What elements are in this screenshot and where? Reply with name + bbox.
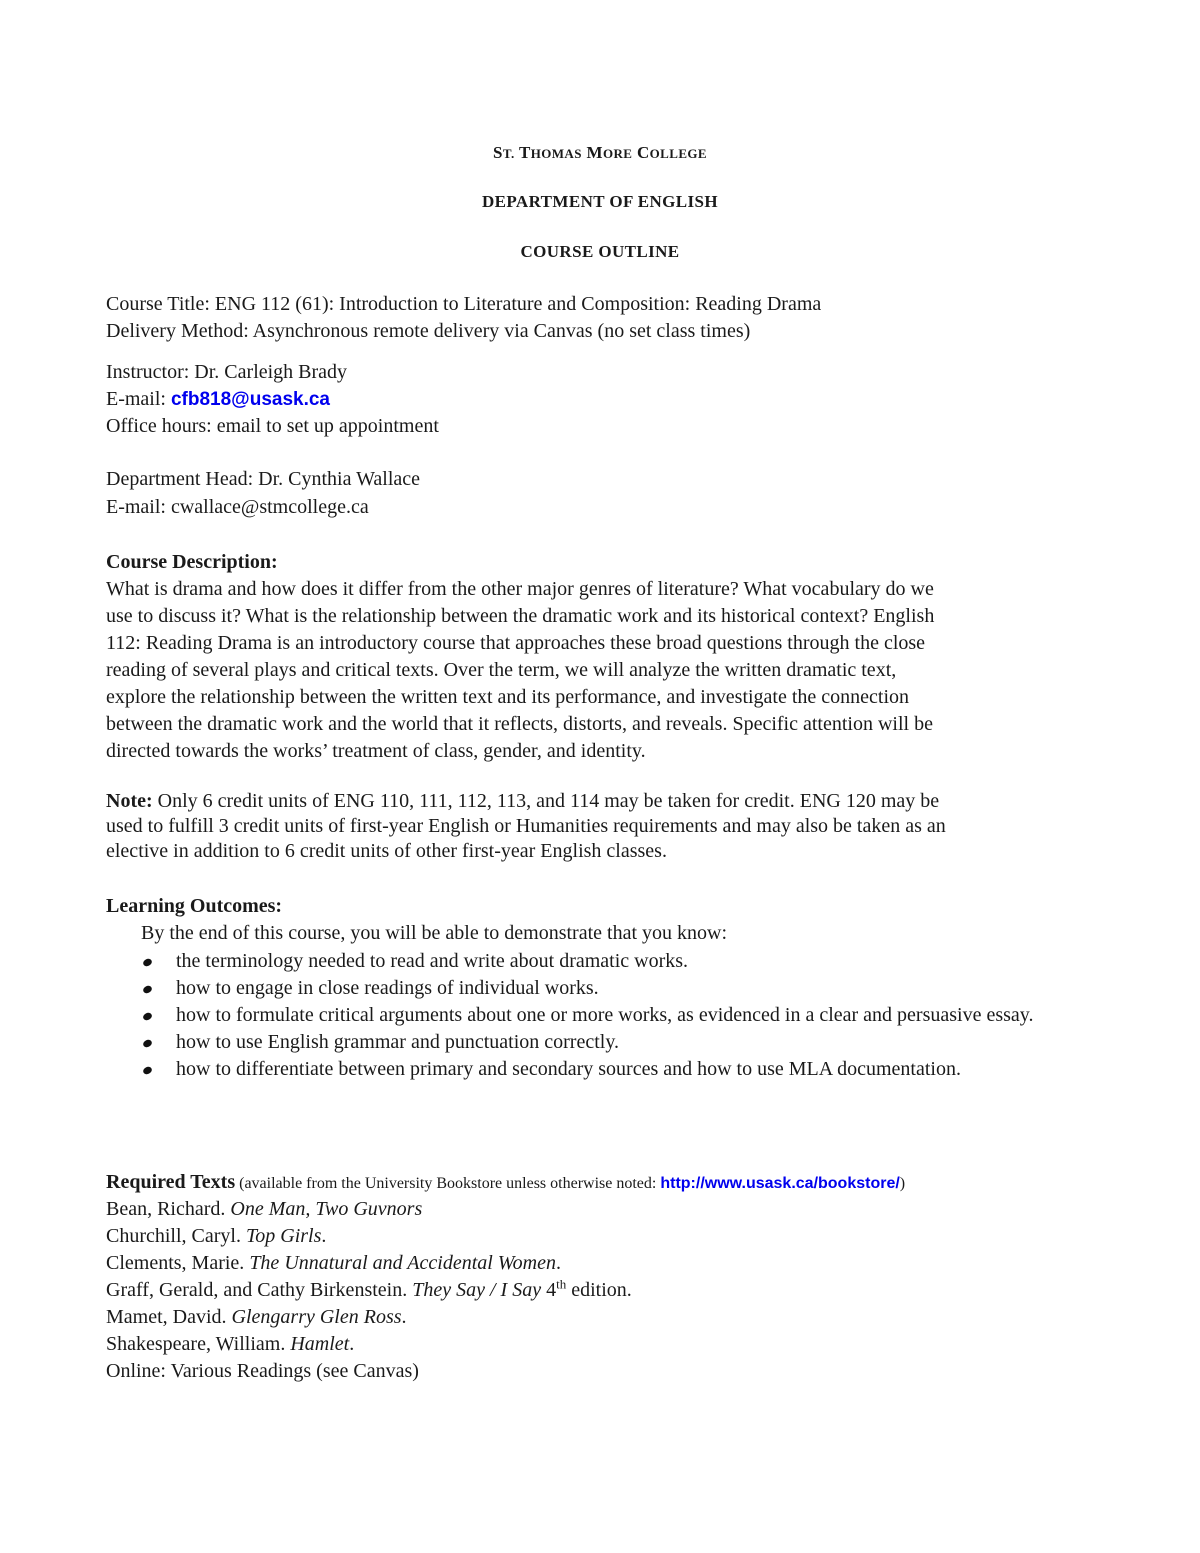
list-item — [106, 1223, 632, 1250]
description-line: between the dramatic work and the world that it reflects, distorts, and reveals. Specific attention will be — [106, 713, 933, 735]
document-type-heading: COURSE OUTLINE — [520, 242, 680, 261]
text-author: Bean, Richard. — [106, 1198, 231, 1220]
college-rest-thomas: HOMAS — [530, 146, 582, 161]
text-title: Top Girls — [245, 1225, 322, 1247]
list-item — [141, 975, 1041, 1002]
text-suffix: . — [349, 1333, 355, 1355]
note-line — [106, 789, 1096, 814]
department-head-name: Department Head: Dr. Cynthia Wallace — [106, 468, 421, 490]
note-paragraph — [106, 789, 1096, 864]
bookstore-link[interactable]: http://www.usask.ca/bookstore/ — [660, 1175, 900, 1192]
required-texts-list — [106, 1196, 632, 1385]
course-description-heading: Course Description: — [106, 551, 278, 573]
college-initial-s: S — [493, 143, 503, 162]
description-line: reading of several plays and critical texts. Over the term, we will analyze the written dramatic text, — [106, 659, 897, 681]
description-line: use to discuss it? What is the relationship between the dramatic work and its historical context? English — [106, 605, 935, 627]
instructor-email-label: E-mail: — [106, 388, 171, 410]
college-rest-st: T. — [502, 146, 515, 161]
outcome-text: how to engage in close readings of individual works. — [176, 977, 599, 999]
description-line: 112: Reading Drama is an introductory course that approaches these broad questions through the close — [106, 632, 926, 654]
text-author: Shakespeare, William. — [106, 1333, 291, 1355]
text-title: Hamlet — [290, 1333, 350, 1355]
college-rest-more: ORE — [602, 146, 633, 161]
instructor-email-link[interactable]: cfb818@usask.ca — [170, 389, 330, 410]
text-suffix: 4 — [541, 1279, 557, 1301]
bullet-icon — [142, 957, 153, 967]
list-item — [141, 1056, 996, 1083]
course-description-text — [106, 576, 1096, 765]
instructor-email-line — [106, 386, 330, 413]
text-suffix: . — [321, 1225, 327, 1247]
college-initial-c: C — [636, 143, 650, 162]
outcome-text: how to use English grammar and punctuation correctly. — [176, 1031, 620, 1053]
bullet-icon — [142, 1065, 153, 1075]
text-author: Churchill, Caryl. — [106, 1225, 246, 1247]
list-item — [106, 1358, 632, 1385]
note-text: Only 6 credit units of ENG 110, 111, 112, 113, and 114 may be taken for credit. ENG 120 may be — [152, 790, 940, 812]
description-line: explore the relationship between the written text and its performance, and investigate the connection — [106, 686, 910, 708]
required-texts-note-close: ) — [899, 1175, 906, 1192]
college-initial-t: T — [518, 143, 531, 162]
description-line: What is drama and how does it differ from the other major genres of literature? What vocabulary do we — [106, 578, 934, 600]
note-line: elective in addition to 6 credit units of other first-year English classes. — [106, 840, 667, 862]
list-item — [141, 1029, 1041, 1056]
instructor-name: Instructor: Dr. Carleigh Brady — [106, 361, 348, 383]
text-after: edition. — [566, 1279, 632, 1301]
required-texts-heading: Required Texts — [106, 1171, 236, 1193]
learning-outcomes-list — [141, 948, 1041, 1083]
note-label: Note: — [106, 790, 153, 812]
text-title: Glengarry Glen Ross — [231, 1306, 402, 1328]
list-item — [106, 1304, 632, 1331]
department-heading: DEPARTMENT OF ENGLISH — [481, 192, 719, 211]
text-author: Mamet, David. — [106, 1306, 232, 1328]
list-item — [106, 1331, 632, 1358]
text-suffix: . — [555, 1252, 561, 1274]
bullet-icon — [142, 1011, 153, 1021]
learning-outcomes-intro: By the end of this course, you will be able to demonstrate that you know: — [141, 922, 727, 944]
outcome-text: how to differentiate between primary and secondary sources and how to use MLA documentation. — [176, 1058, 961, 1080]
description-line: directed towards the works’ treatment of class, gender, and identity. — [106, 740, 646, 762]
delivery-method: Delivery Method: Asynchronous remote delivery via Canvas (no set class times) — [106, 320, 751, 342]
learning-outcomes-heading: Learning Outcomes: — [106, 895, 283, 917]
text-title: They Say / I Say — [412, 1279, 542, 1301]
list-item — [106, 1196, 632, 1223]
college-rest-college: OLLEGE — [649, 146, 707, 161]
college-initial-m: M — [586, 143, 603, 162]
college-name — [0, 143, 1200, 163]
list-item — [106, 1277, 632, 1304]
required-texts-heading-line — [106, 1169, 905, 1197]
department-head-email: E-mail: cwallace@stmcollege.ca — [106, 496, 369, 518]
course-title: Course Title: ENG 112 (61): Introduction to Literature and Composition: Reading Drama — [106, 293, 822, 315]
text-author: Online: Various Readings (see Canvas) — [106, 1360, 419, 1382]
list-item — [141, 1002, 1046, 1029]
note-line: used to fulfill 3 credit units of first-year English or Humanities requirements and may also be taken as an — [106, 815, 946, 837]
text-author: Clements, Marie. — [106, 1252, 250, 1274]
bullet-icon — [142, 984, 153, 994]
text-author: Graff, Gerald, and Cathy Birkenstein. — [106, 1279, 413, 1301]
text-title: The Unnatural and Accidental Women — [249, 1252, 556, 1274]
required-texts-note: (available from the University Bookstore unless otherwise noted: — [235, 1175, 661, 1192]
office-hours: Office hours: email to set up appointment — [106, 415, 439, 437]
list-item — [106, 1250, 632, 1277]
outcome-text: how to formulate critical arguments about one or more works, as evidenced in a clear and persuasive essay. — [176, 1004, 1034, 1026]
text-suffix: . — [401, 1306, 407, 1328]
list-item — [141, 948, 1041, 975]
outcome-text: the terminology needed to read and write about dramatic works. — [176, 950, 689, 972]
bullet-icon — [142, 1038, 153, 1048]
text-title: One Man, Two Guvnors — [230, 1198, 423, 1220]
edition-superscript: th — [556, 1276, 567, 1292]
